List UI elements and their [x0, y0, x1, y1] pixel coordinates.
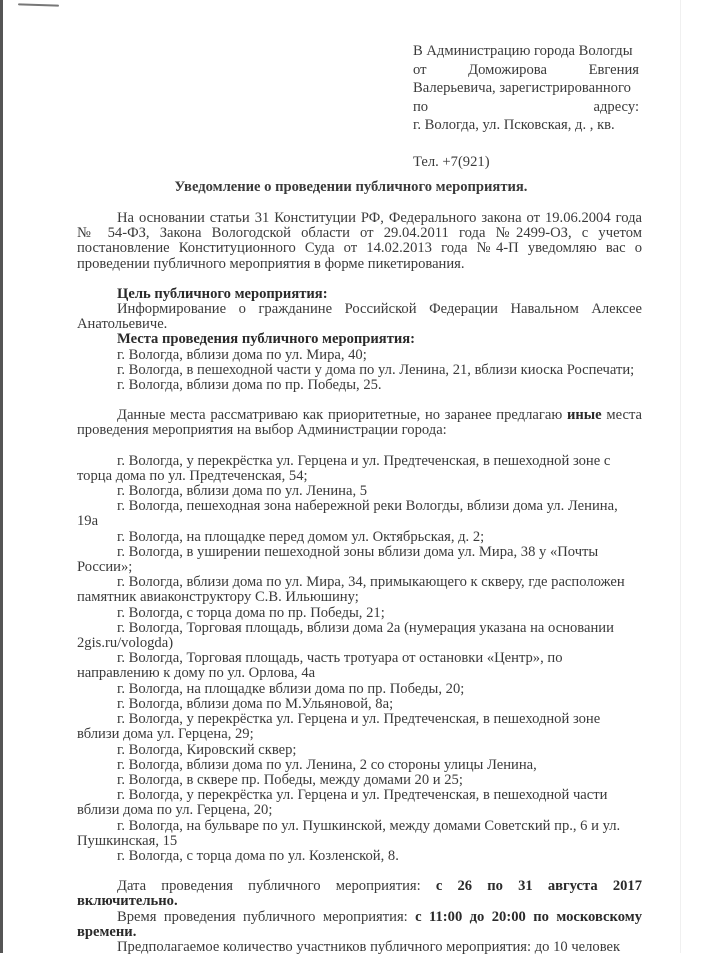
scan-left-edge — [0, 0, 3, 953]
purpose-heading — [77, 287, 642, 302]
intro-paragraph: На основании статьи 31 Конституции РФ, Федерального закона от 19.06.2004 года № 54-ФЗ, Закона Вологодской области от 29.04.2011 года №2499-ОЗ, с учетом постановление Конституционного Суда от 14.02.2013 года №4-П уведомляю вас о проведении публичного мероприятия в форме пикетирования. — [77, 210, 642, 272]
addressee-address: г. Вологда, ул. Псковская, д. , кв. — [413, 117, 615, 133]
alternative-item: г. Вологда, вблизи дома по ул. Мира, 34, примыкающего к скверу, где расположен памятник авиаконструктору С.В. Ильюшину; — [77, 574, 625, 606]
participants-paragraph: Предполагаемое количество участников публичного мероприятия: до 10 человек — [117, 938, 621, 955]
addressee-phone: Тел. +7(921) — [413, 153, 490, 170]
document-title: Уведомление о проведении публичного мероприятия. — [174, 179, 528, 195]
place-item: г. Вологда, в пешеходной части у дома по ул. Ленина, 21, вблизи киоска Роспечати; — [117, 361, 635, 378]
alternative-item: г. Вологда, вблизи дома по ул. Ленина, 5 — [117, 483, 368, 500]
purpose-text: Информирование о гражданине Российской Федерации Навальном Алексее Анатольевиче. — [77, 301, 642, 333]
pen-stroke-mark — [18, 3, 59, 6]
places-heading — [77, 332, 642, 347]
addressee-from-name: Евгения — [588, 61, 639, 78]
alternative-item: г. Вологда, вблизи дома по М.Ульяновой, 8а; — [117, 695, 394, 712]
addressee-from-word: от — [413, 61, 427, 78]
addressee-from — [413, 61, 639, 80]
date-value: с 26 по 31 августа 2017 включительно. — [77, 878, 643, 910]
date-paragraph — [77, 879, 642, 909]
alternative-item: г. Вологда, на бульваре по ул. Пушкинской, между домами Советский пр., 6 и ул. Пушкинская, 15 — [77, 817, 621, 849]
time-value: с 11:00 до 20:00 по московскому времени. — [77, 908, 642, 940]
alternative-item: г. Вологда, с торца дома по пр. Победы, 21; — [117, 604, 385, 621]
alternative-item: г. Вологда, на площадке вблизи дома по пр. Победы, 20; — [117, 680, 465, 697]
spacer — [77, 439, 642, 454]
spacer — [77, 272, 642, 287]
alternatives-intro — [77, 408, 642, 438]
addressee-po: по — [413, 98, 429, 115]
alternative-item: г. Вологда, в уширении пешеходной зоны вблизи дома ул. Мира, 38 у «Почты России»; — [77, 543, 599, 576]
alternative-item: г. Вологда, на площадке перед домом ул. Октябрьская, д. 2; — [117, 528, 485, 545]
places-heading-text: Места проведения публичного мероприятия: — [117, 331, 416, 348]
alternatives-intro-bold: иные — [566, 407, 602, 424]
time-label: Время проведения публичного мероприятия: — [117, 908, 416, 925]
alternative-item: г. Вологда, вблизи дома по ул. Ленина, 2 со стороны улицы Ленина, — [117, 756, 537, 773]
purpose-heading-text: Цель публичного мероприятия: — [117, 285, 328, 302]
alternative-item: г. Вологда, пешеходная зона набережной реки Вологды, вблизи дома ул. Ленина, 19а — [77, 498, 618, 530]
alternative-item: г. Вологда, с торца дома по ул. Козленской, 8. — [117, 847, 399, 864]
alternative-item: г. Вологда, у перекрёстка ул. Герцена и ул. Предтеченская, в пешеходной части вблизи дома по ул. Герцена, 20; — [77, 787, 608, 819]
place-item: г. Вологда, вблизи дома по ул. Мира, 40; — [117, 346, 367, 363]
alternative-item: г. Вологда, у перекрёстка ул. Герцена и ул. Предтеченская, в пешеходной зоне с торца дома по ул. Предтеченская, 54; — [77, 452, 611, 484]
alternative-item: г. Вологда, Кировский сквер; — [117, 741, 297, 758]
document-body — [77, 211, 642, 955]
addressee-from-surname: Доможирова — [468, 61, 547, 78]
alternative-item: г. Вологда, в сквере пр. Победы, между домами 20 и 25; — [117, 771, 463, 788]
alternative-item: г. Вологда, Торговая площадь, часть тротуара от остановки «Центр», по направлению к дому по ул. Орлова, 4а — [77, 650, 563, 682]
addressee-patronymic: Валерьевича, зарегистрированного — [413, 80, 631, 96]
alternative-item: г. Вологда, Торговая площадь, вблизи дома 2а (нумерация указана на основании 2gis.ru/vologda) — [77, 619, 614, 652]
spacer — [77, 393, 642, 408]
addressee-block — [413, 42, 639, 171]
alternatives-list — [77, 454, 642, 864]
date-label: Дата проведения публичного мероприятия: — [117, 878, 436, 895]
place-item: г. Вологда, вблизи дома по пр. Победы, 25. — [117, 377, 382, 394]
alternatives-intro-start: Данные места рассматриваю как приоритетные, но заранее предлагаю — [117, 407, 567, 424]
spacer — [77, 864, 642, 879]
addressee-address-word: адресу: — [593, 98, 639, 115]
alternatives-intro-end: места проведения мероприятия на выбор Администрации города: — [77, 407, 642, 439]
addressee-po-adresu — [413, 98, 639, 117]
places-list — [77, 348, 642, 394]
alternative-item: г. Вологда, у перекрёстка ул. Герцена и ул. Предтеченская, в пешеходной зоне вблизи дома ул. Герцена, 29; — [77, 711, 601, 743]
time-paragraph — [77, 910, 642, 940]
scan-right-edge — [680, 0, 681, 953]
addressee-recipient: В Администрацию города Вологды — [413, 43, 633, 59]
